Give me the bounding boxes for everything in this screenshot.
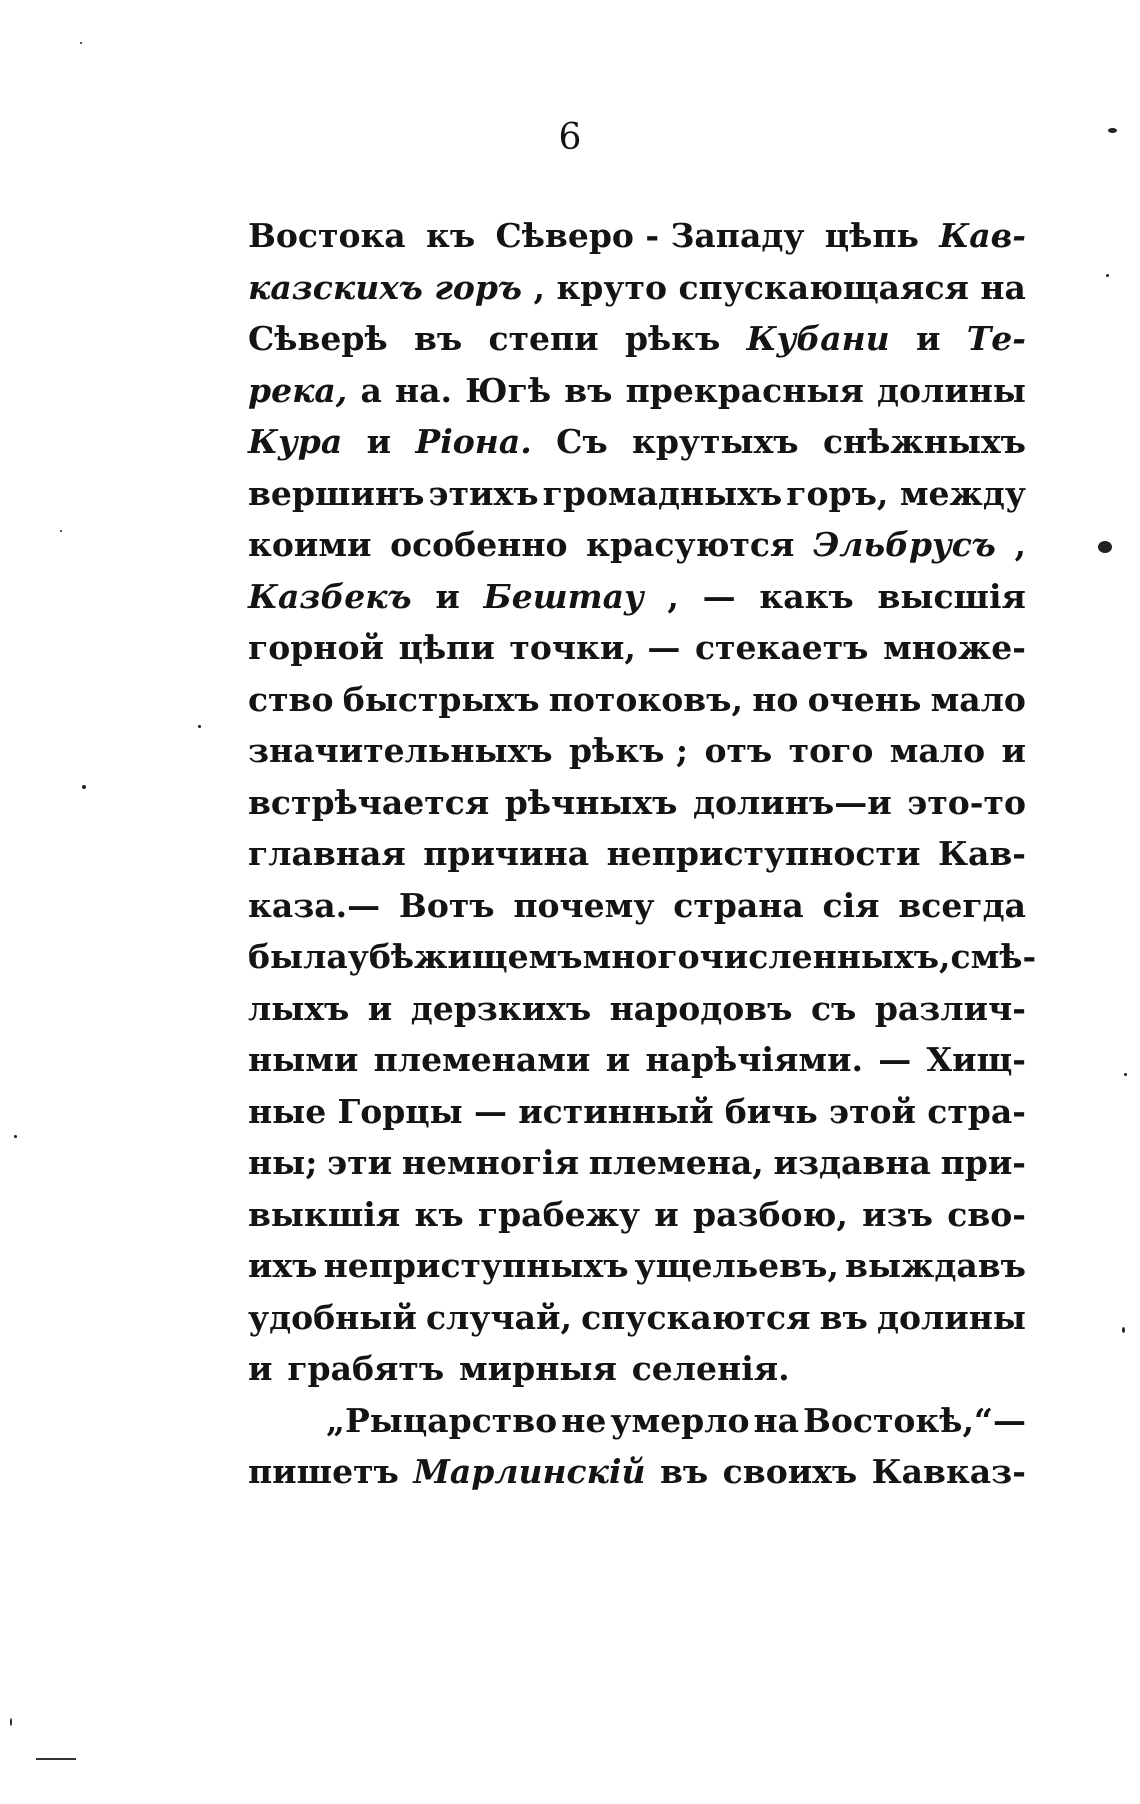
word: — [878,1040,912,1079]
scan-speck [1108,128,1117,133]
word: народовъ [609,988,793,1028]
word: различ- [874,988,1026,1028]
word: степи [488,319,599,358]
word: прекрасныя [625,370,864,410]
word: — [473,1091,507,1131]
word: ущельевъ, [634,1246,839,1285]
word: неприступности [606,834,921,873]
word: потоковъ, [548,679,743,719]
word: при- [940,1143,1026,1182]
text-line [248,365,1026,417]
scan-speck [1124,1073,1127,1076]
word: долины [876,1297,1026,1337]
word: ихъ [248,1246,318,1285]
word: Сѣверо - Западу [495,216,805,255]
word: особенно [390,525,568,564]
text-line [248,931,1037,983]
word: на. [394,370,453,410]
text-line [248,880,1026,932]
text-line [248,622,1026,674]
word: , [533,267,545,307]
word: селенія. [631,1349,790,1388]
text-line [248,210,1026,262]
word: съ [810,988,857,1028]
word: убѣжищемъ [347,937,583,976]
word: нарѣчіями. [645,1040,863,1079]
word: этой [829,1091,917,1131]
word: но [752,679,799,719]
scan-speck [14,1135,17,1138]
word: — [702,576,736,616]
word: точки, — [509,628,681,667]
word: мало [889,731,986,770]
scan-speck [1122,1327,1125,1333]
word: и [654,1194,679,1234]
word: отъ [704,731,773,770]
word: круто [556,267,667,307]
word: ство [248,679,334,719]
word: и [367,988,393,1028]
word: и [435,576,460,616]
word: цѣпи [398,628,495,667]
word: сія [822,885,880,925]
word: Марлинскій [413,1452,646,1491]
word: Кура [248,422,343,461]
word: цѣпь [824,216,919,255]
word: неприступныхъ [323,1246,629,1285]
word: пишетъ [248,1452,399,1491]
word: и [366,422,392,461]
text-line [248,519,1026,571]
word: выкшія [248,1194,401,1234]
word: бичь [724,1091,818,1131]
word: множе- [883,628,1026,667]
text-line [248,1034,1026,1086]
word: Горцы [337,1091,463,1131]
word: казскихъ горъ [248,267,522,307]
word: и [1001,731,1026,770]
word: очень [807,679,922,719]
text-line [248,468,1026,520]
word: многочисленныхъ, [582,937,951,976]
word: долинъ—и [692,782,892,822]
word: стра- [927,1091,1026,1131]
word: спускаются [581,1297,811,1337]
word: своихъ [722,1452,858,1491]
scan-speck [198,725,201,728]
word: горъ, между [786,473,1026,513]
word: разбою, [693,1194,848,1234]
word: Востока [248,216,406,255]
word: Сѣверѣ [248,319,388,358]
word: встрѣчается [248,782,490,822]
word: ные [248,1091,327,1131]
body-text [248,210,1037,1498]
word: снѣжныхъ [822,422,1026,461]
text-line [248,1343,1026,1395]
word: Востокѣ,“— [802,1400,1026,1440]
word: эти [327,1143,393,1182]
word: главная [248,834,406,873]
word: смѣ- [950,937,1037,976]
scan-speck [1098,541,1112,553]
scan-speck [82,785,86,789]
scan-speck [80,42,82,44]
word: на [980,267,1026,307]
word: , [667,576,679,616]
word: грабежу [477,1194,641,1234]
word: на [753,1400,799,1440]
text-line [248,828,1026,880]
word: была [248,937,348,976]
text-line [248,262,1026,314]
word: этихъ [428,473,539,513]
word: почему [513,885,655,925]
word: каза.— [248,885,381,925]
word: Эльбрусъ [812,525,996,564]
text-line [248,416,1026,468]
word: мало [930,679,1026,719]
word: и [915,319,941,358]
word: всегда [898,885,1026,925]
word: Югѣ [465,370,552,410]
word: „Рыцарство [326,1400,558,1440]
word: стекаетъ [694,628,869,667]
page-number: 6 [558,117,582,158]
word: не [561,1400,607,1440]
word: мирныя [459,1349,617,1388]
word: того [788,731,874,770]
word: Съ [556,422,608,461]
word: издавна [773,1143,931,1182]
text-line [248,313,1026,365]
word: а [360,370,382,410]
word: горной [248,628,384,667]
word: Ріона. [415,422,532,461]
word: Вотъ [398,885,495,925]
word: долины [877,370,1026,410]
text-line [248,674,1026,726]
text-line [248,725,1026,777]
word: значительныхъ [248,731,553,770]
word: рѣкъ [624,319,721,358]
word: причина [423,834,590,873]
text-line [248,1240,1026,1292]
word: лыхъ [248,988,350,1028]
word: спускающаяся [678,267,969,307]
word: рѣчныхъ [504,782,678,822]
text-line [248,1086,1026,1138]
word: Кав- [939,216,1026,255]
word: къ [425,216,476,255]
word: страна [673,885,804,925]
word: въ [564,370,613,410]
word: и [248,1349,273,1388]
word: Те- [966,319,1026,358]
text-line [248,1189,1026,1241]
text-line [248,1446,1026,1498]
word: въ [659,1452,709,1491]
scan-speck [60,530,62,532]
word: Кубани [746,319,890,358]
text-line [248,1137,1026,1189]
scan-speck [10,1718,12,1726]
text-line [248,571,1026,623]
word: истинный [518,1091,714,1131]
word: случай, [425,1297,572,1337]
word: удобный [248,1297,417,1337]
word: какъ [759,576,854,616]
word: племенами [373,1040,591,1079]
text-line [248,1292,1026,1344]
word: вершинъ [248,473,425,513]
word: рѣкъ ; [568,731,689,770]
word: ными [248,1040,359,1079]
word: крутыхъ [632,422,799,461]
word: выждавъ [845,1246,1026,1285]
word: коими [248,525,372,564]
word: ны; [248,1143,318,1182]
word: немногія [401,1143,579,1182]
text-line [248,777,1026,829]
scan-mark [36,1758,76,1760]
word: высшія [877,576,1026,616]
word: Бештау [483,576,644,616]
word: красуются [586,525,795,564]
word: громадныхъ [542,473,783,513]
word: быстрыхъ [342,679,540,719]
word: река, [248,370,348,410]
text-line [248,1395,1026,1447]
word: племена, [588,1143,764,1182]
word: дерзкихъ [410,988,592,1028]
word: въ [819,1297,868,1337]
word: въ [413,319,463,358]
word: изъ [862,1194,933,1234]
word: Хищ- [926,1040,1026,1079]
word: умерло [610,1400,750,1440]
word: это-то [907,782,1026,822]
word: Кав- [937,834,1026,873]
word: и [605,1040,631,1079]
scan-speck [1106,274,1109,277]
text-line [248,983,1026,1035]
word: къ [414,1194,464,1234]
word: , [1014,525,1026,564]
word: Кавказ- [871,1452,1026,1491]
word: Казбекъ [248,576,412,616]
word: сво- [947,1194,1026,1234]
word: грабятъ [287,1349,445,1388]
